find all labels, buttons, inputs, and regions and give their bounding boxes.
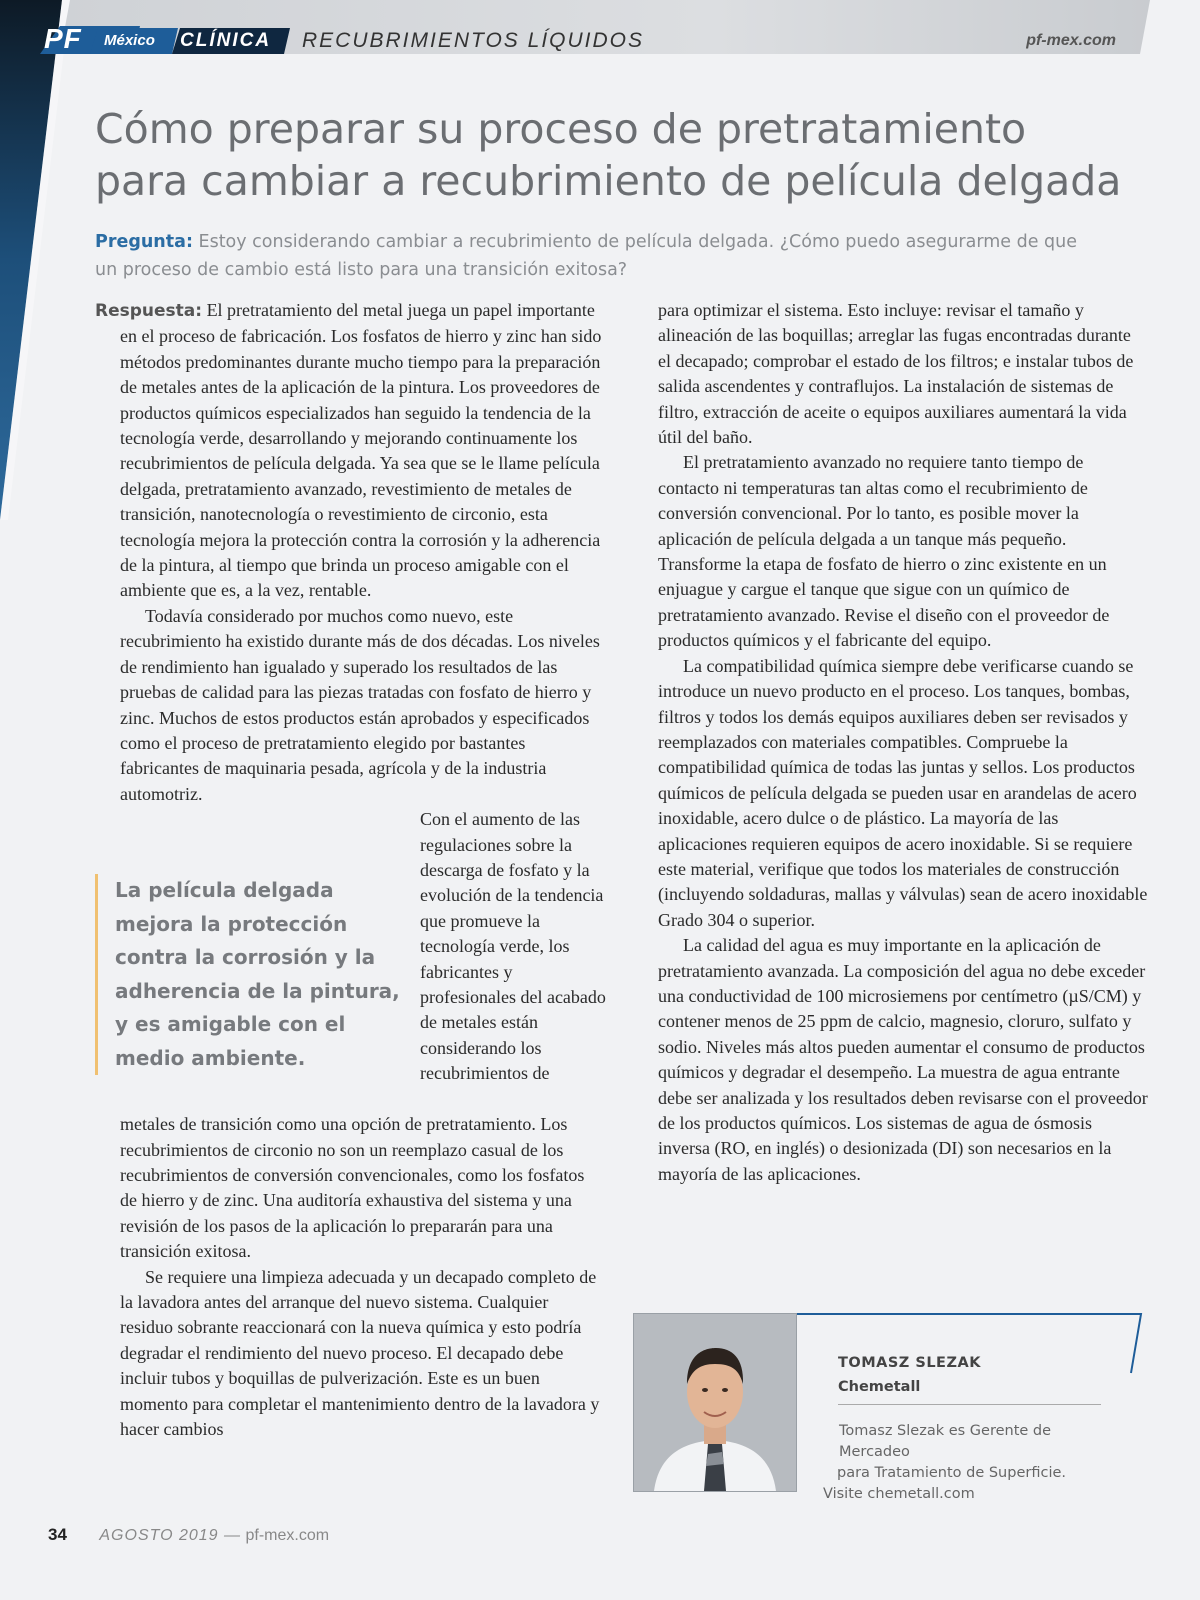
header-site-link[interactable]: pf-mex.com xyxy=(1026,32,1116,49)
title-line-1: Cómo preparar su proceso de pretratamiento xyxy=(95,105,1027,153)
left-column xyxy=(95,298,605,1442)
author-divider xyxy=(838,1404,1101,1405)
footer-site-link[interactable]: pf-mex.com xyxy=(245,1527,330,1544)
author-bio-line-3[interactable]: Visite chemetall.com xyxy=(823,1486,975,1502)
author-photo xyxy=(633,1313,797,1492)
answer-paragraph-2: Todavía considerado por muchos como nuevo, este recubrimiento ha existido durante más de dos décadas. Los niveles de rendimiento han igualado y superado los resultados de las pruebas de calidad para las piezas tratadas con fosfato de hierro y zinc. Muchos de estos productos están aprobados y especificados como el proceso de pretratamiento elegido por bastantes fabricantes de maquinaria pesada, agrícola y de la industria automotriz. xyxy=(120,605,600,804)
question-label: Pregunta: xyxy=(95,232,193,252)
right-paragraph-3: La compatibilidad química siempre debe verificarse cuando se introduce un nuevo producto en el proceso. Los tanques, bombas, filtros y todos los demás equipos auxiliares deben ser revisados y reemplazados con materiales compatibles. Compruebe la compatibilidad química de todas las juntas y sellos. Los productos químicos de película delgada se pueden usar en arandelas de acero inoxidable, acero dulce o de plástico. La mayoría de las aplicaciones requieren equipos de acero inoxidable. Si se requiere este material, verifique que todos los materiales de construcción (incluyendo soldaduras, mallas y válvulas) sean de acero inoxidable Grado 304 o superior. xyxy=(658,655,1148,930)
question-block xyxy=(95,228,1095,284)
right-paragraph-4: La calidad del agua es muy importante en la aplicación de pretratamiento avanzada. La composición del agua no debe exceder una conductividad de 100 microsiemens por centímetro (µS/CM) y contener menos de 25 ppm de calcio, magnesio, cloruro, sulfato y sodio. Niveles más altos pueden aumentar el consumo de productos químicos y degradar el desempeño. La muestra de agua entrante debe ser analizada y los resultados deben revisarse con el proveedor de los productos químicos. Los sistemas de agua de ósmosis inversa (RO, en inglés) o desionizada (DI) son necesarios en la mayoría de las aplicaciones. xyxy=(658,935,1148,1184)
author-bio-line-1: Tomasz Slezak es Gerente de Mercadeo xyxy=(839,1423,1052,1460)
answer-label: Respuesta: xyxy=(95,301,203,321)
author-bio-line-2: para Tratamiento de Superficie. xyxy=(837,1465,1066,1481)
article-title xyxy=(95,103,1135,207)
author-name: TOMASZ SLEZAK xyxy=(838,1355,981,1371)
pullquote-wrap xyxy=(115,807,606,1112)
topic-label: RECUBRIMIENTOS LÍQUIDOS xyxy=(302,29,644,52)
pullquote: La película delgada mejora la protección contra la corrosión y la adherencia de la pintura, y es amigable con el medio ambiente. xyxy=(95,874,405,1075)
right-paragraph-2: El pretratamiento avanzado no requiere tanto tiempo de contacto ni temperaturas tan altas como el recubrimiento de conversión convencional. Por lo tanto, es posible mover la aplicación de película delgada a un tanque más pequeño. Transforme la etapa de fosfato de hierro o zinc existente en un enjuague y cargue el tanque que sigue con un químico de pretratamiento avanzado. Revise el diseño con el proveedor de productos químicos y el fabricante del equipo. xyxy=(658,452,1110,651)
answer-paragraph-1 xyxy=(95,298,605,604)
issue-date: AGOSTO 2019 — xyxy=(99,1527,242,1544)
question-text: Estoy considerando cambiar a recubrimiento de película delgada. ¿Cómo puedo asegurarme de que un proceso de cambio está listo para una transición exitosa? xyxy=(95,232,1078,280)
right-column xyxy=(658,298,1148,1187)
answer-paragraph-4: Se requiere una limpieza adecuada y un decapado completo de la lavadora antes del arranque del nuevo sistema. Cualquier residuo sobrante reaccionará con la nueva química y esto podría degradar el rendimiento del nuevo proceso. El decapado debe incluir tubos y boquillas de pulverización. Este es un buen momento para completar el mantenimiento dentro de la lavadora y hacer cambios xyxy=(120,1266,600,1439)
edition-label: México xyxy=(104,32,155,49)
answer-paragraph-3-narrow: Con el aumento de las regulaciones sobre la descarga de fosfato y la evolución de la tendencia que promueve la tecnología verde, los fabricantes y profesionales del acabado de metales están considerando los recubrimientos de xyxy=(420,809,606,1084)
page-footer xyxy=(48,1525,329,1545)
answer-text-1: El pretratamiento del metal juega un papel importante en el proceso de fabricación. Los fosfatos de hierro y zinc han sido métodos predominantes durante mucho tiempo para la preparación de metales antes de la aplicación de la pintura. Los proveedores de productos químicos especializados han seguido la tendencia de la tecnología verde, desarrollando y mejorando continuamente los recubrimientos de película delgada. Ya sea que se le llame película delgada, pretratamiento avanzado, revestimiento de metales de transición, nanotecnología o revestimiento de circonio, esta tecnología mejora la protección contra la corrosión y la adherencia de la pintura, al tiempo que brinda un proceso amigable con el ambiente que es, a la vez, rentable. xyxy=(120,300,602,601)
author-box xyxy=(633,1313,1143,1502)
pf-logo: PF xyxy=(44,23,82,54)
title-line-2: para cambiar a recubrimiento de película delgada xyxy=(95,157,1122,205)
section-label: CLÍNICA xyxy=(180,30,272,51)
right-paragraph-1: para optimizar el sistema. Esto incluye: revisar el tamaño y alineación de las boquillas; arreglar las fugas encontradas durante el decapado; comprobar el estado de los filtros; e instalar tubos de salida ascendentes y contraflujos. La instalación de sistemas de filtro, extracción de aceite o equipos auxiliares aumentará la vida útil del baño. xyxy=(658,300,1134,448)
author-portrait-image xyxy=(634,1314,796,1491)
page-number: 34 xyxy=(48,1525,67,1544)
answer-paragraph-3-cont: metales de transición como una opción de pretratamiento. Los recubrimientos de circonio no son un reemplazo casual de los recubrimientos de conversión convencionales, como los fosfatos de hierro y de zinc. Una auditoría exhaustiva del sistema y una revisión de los pasos de la aplicación lo prepararán para una transición exitosa. xyxy=(120,1114,585,1262)
author-company: Chemetall xyxy=(838,1379,921,1395)
author-bio xyxy=(823,1421,1123,1505)
